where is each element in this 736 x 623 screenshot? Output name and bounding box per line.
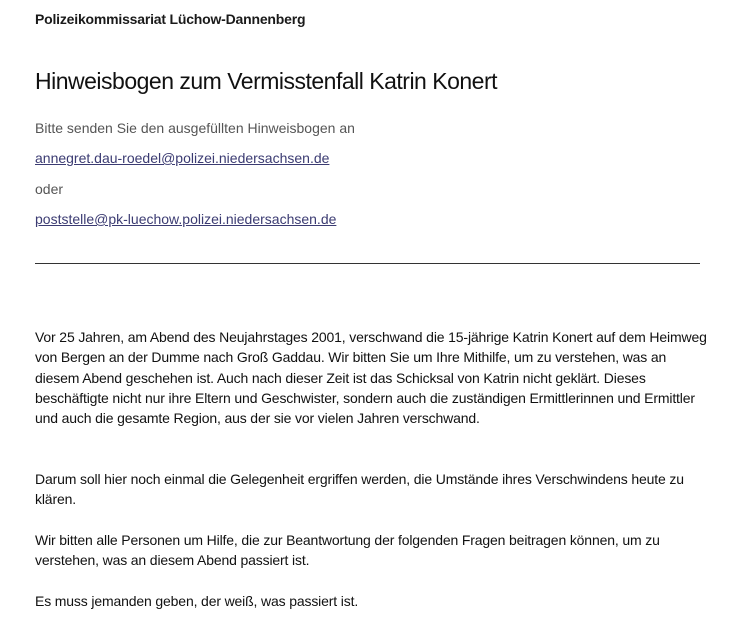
paragraph-purpose: Darum soll hier noch einmal die Gelegenheit ergriffen werden, die Umstände ihres Verschwindens heute zu klären. bbox=[35, 471, 684, 508]
horizontal-divider bbox=[35, 263, 700, 264]
send-instruction: Bitte senden Sie den ausgefüllten Hinweisbogen an bbox=[35, 120, 355, 136]
paragraph-appeal: Wir bitten alle Personen um Hilfe, die zur Beantwortung der folgenden Fragen beitragen können, um zu verstehen, was an diesem Abend passiert ist. bbox=[35, 532, 660, 569]
email-link-primary[interactable]: annegret.dau-roedel@polizei.niedersachsen.de bbox=[35, 150, 330, 166]
paragraph-intro: Vor 25 Jahren, am Abend des Neujahrstages 2001, verschwand die 15-jährige Katrin Konert auf dem Heimweg von Bergen an der Dumme nach Groß Gaddau. Wir bitten Sie um Ihre Mithilfe, um zu verstehen, was an diesem Abend geschehen ist. Auch nach dieser Zeit ist das Schicksal von Katrin nicht geklärt. Dieses beschäftigte nicht nur ihre Eltern und Geschwister, sondern auch die zuständigen Ermittlerinnen und Ermittler und auch die gesamte Region, aus der sie vor vielen Jahren verschwand. bbox=[35, 329, 707, 427]
paragraph-closing: Es muss jemanden geben, der weiß, was passiert ist. bbox=[35, 593, 359, 609]
or-conjunction: oder bbox=[35, 181, 64, 197]
email-link-secondary[interactable]: poststelle@pk-luechow.polizei.niedersachsen.de bbox=[35, 211, 337, 227]
agency-name: Polizeikommissariat Lüchow-Dannenberg bbox=[35, 11, 306, 27]
document-title: Hinweisbogen zum Vermisstenfall Katrin Konert bbox=[35, 68, 498, 94]
